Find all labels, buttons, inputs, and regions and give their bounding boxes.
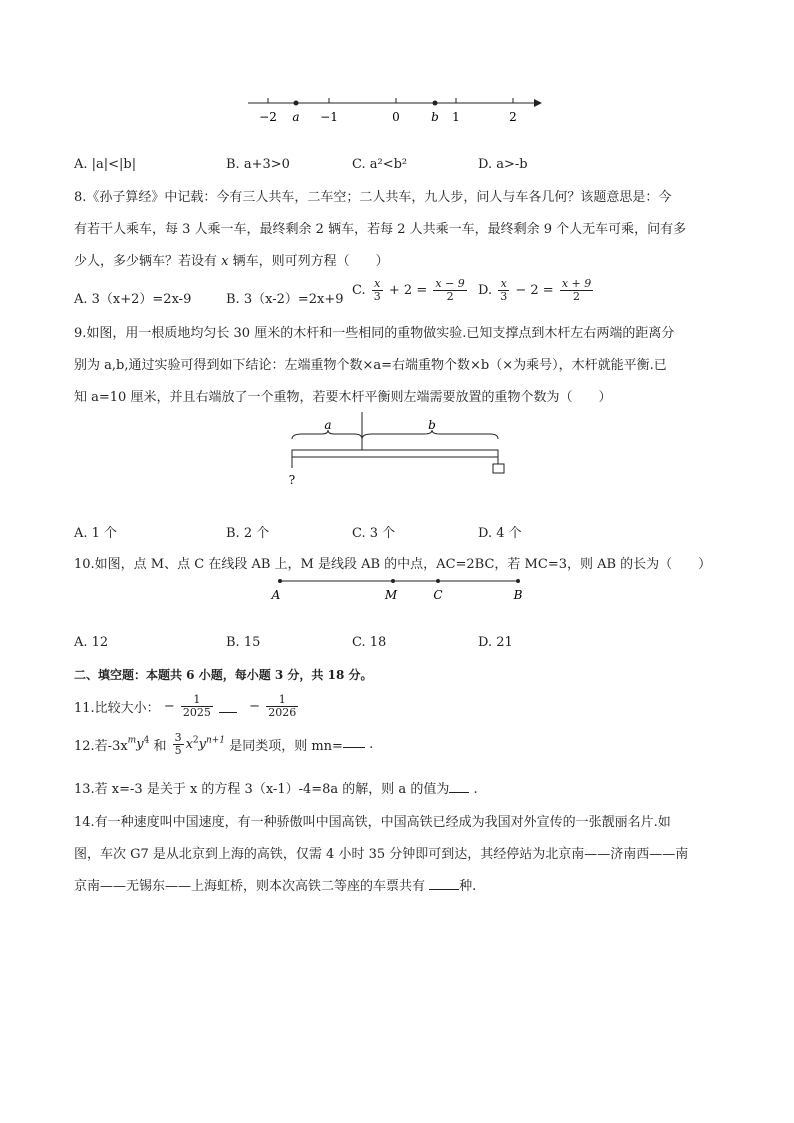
tick-label-0: 0: [392, 110, 400, 124]
q8-option-c: C. $\frac{x}{3}$ + 2 = $\frac{x - 9}{2}$: [352, 277, 465, 303]
tick-label-2: 2: [509, 110, 517, 124]
point-A: [278, 579, 282, 583]
segment-figure: [266, 572, 534, 602]
lever-label-a: a: [324, 418, 332, 432]
section-2-heading: 二、填空题：本题共 6 小题，每小题 3 分，共 18 分。: [74, 668, 373, 682]
label-B: B: [513, 588, 523, 602]
label-b: b: [431, 110, 439, 124]
tick-label-1: 1: [452, 110, 460, 124]
q11-line: 11.比较大小： − $\frac{1}{2025}$ − $\frac{1}{2026}$: [74, 693, 297, 719]
q10-option-d: D. 21: [478, 635, 513, 650]
q8-line-2: 有若干人乘车，每 3 人乘一车，最终剩余 2 辆车，若每 2 人共乘一车，最终剩余 9 个人无车可乘，问有多: [74, 222, 687, 237]
q7-option-c: C. a²<b²: [352, 157, 408, 172]
q14-line-1: 14.有一种速度叫中国速度，有一种骄傲叫中国高铁，中国高铁已经成为我国对外宣传的一张靓丽名片.如: [74, 815, 671, 830]
lever-label-question: ?: [288, 473, 296, 487]
tick-label-neg1: −1: [320, 110, 338, 124]
lever-figure: [282, 412, 512, 492]
q9-option-a: A. 1 个: [74, 526, 118, 541]
q9-line-3: 知 a=10 厘米，并且右端放了一个重物，若要木杆平衡则左端需要放置的重物个数为（ ）: [74, 390, 612, 405]
point-a: [294, 101, 299, 106]
tick-label-neg2: −2: [259, 110, 277, 124]
point-M: [391, 579, 395, 583]
lever-rod: [292, 450, 498, 457]
q8-option-a: A. 3（x+2）=2x-9: [74, 292, 192, 307]
q10-option-c: C. 18: [352, 635, 387, 650]
q8-option-b: B. 3（x-2）=2x+9: [226, 292, 344, 307]
lever-label-b: b: [428, 418, 436, 432]
right-weight: [493, 464, 504, 473]
point-B: [516, 579, 520, 583]
q14-answer-blank: [429, 877, 459, 890]
q14-line-2: 图，车次 G7 是从北京到上海的高铁，仅需 4 小时 35 分钟即可到达，其经停站为北京南——济南西——南: [74, 847, 689, 862]
q7-option-d: D. a>-b: [478, 157, 528, 172]
label-A: A: [271, 588, 281, 602]
q8-line-3: 少人，多少辆车？若设有 x 辆车，则可列方程（ ）: [74, 254, 389, 269]
q10-option-a: A. 12: [74, 635, 109, 650]
point-b: [433, 101, 438, 106]
label-a: a: [292, 110, 300, 124]
q11-answer-blank: [219, 700, 237, 713]
q8-option-d: D. $\frac{x}{3}$ − 2 = $\frac{x + 9}{2}$: [478, 277, 592, 303]
q9-line-1: 9.如图，用一根质地均匀长 30 厘米的木杆和一些相同的重物做实验.已知支撑点到木杆左右两端的距离分: [74, 326, 675, 341]
q13-line: 13.若 x=-3 是关于 x 的方程 3（x-1）-4=8a 的解，则 a 的值为 .: [74, 782, 478, 797]
q12-answer-blank: [343, 735, 365, 748]
label-C: C: [433, 588, 443, 602]
label-M: M: [384, 588, 398, 602]
q10-line-1: 10.如图，点 M、点 C 在线段 AB 上，M 是线段 AB 的中点，AC=2BC，若 MC=3，则 AB 的长为（ ）: [74, 557, 712, 572]
q14-line-3: 京南——无锡东——上海虹桥，则本次高铁二等座的车票共有 种.: [74, 879, 477, 894]
q9-option-b: B. 2 个: [226, 526, 270, 541]
q12-line: 12.若$-3x^my^4$ 和 $\frac{3}{5}$ $x^2y^{n+1}$ 是同类项，则 mn= .: [74, 731, 374, 757]
q13-answer-blank: [449, 780, 469, 793]
number-line-arrow: [534, 99, 542, 107]
q9-option-d: D. 4 个: [478, 526, 522, 541]
q7-option-b: B. a+3>0: [226, 157, 290, 172]
q9-line-2: 别为 a,b,通过实验可得到如下结论：左端重物个数×a=右端重物个数×b（×为乘号），木杆就能平衡.已: [74, 358, 667, 373]
q7-option-a: A. |a|<|b|: [74, 157, 137, 172]
q9-option-c: C. 3 个: [352, 526, 396, 541]
point-C: [436, 579, 440, 583]
number-line-figure: [240, 88, 550, 128]
q10-option-b: B. 15: [226, 635, 261, 650]
q8-line-1: 8.《孙子算经》中记载：今有三人共车，二车空；二人共车，九人步，问人与车各几何？该题意思是：今: [74, 190, 672, 205]
